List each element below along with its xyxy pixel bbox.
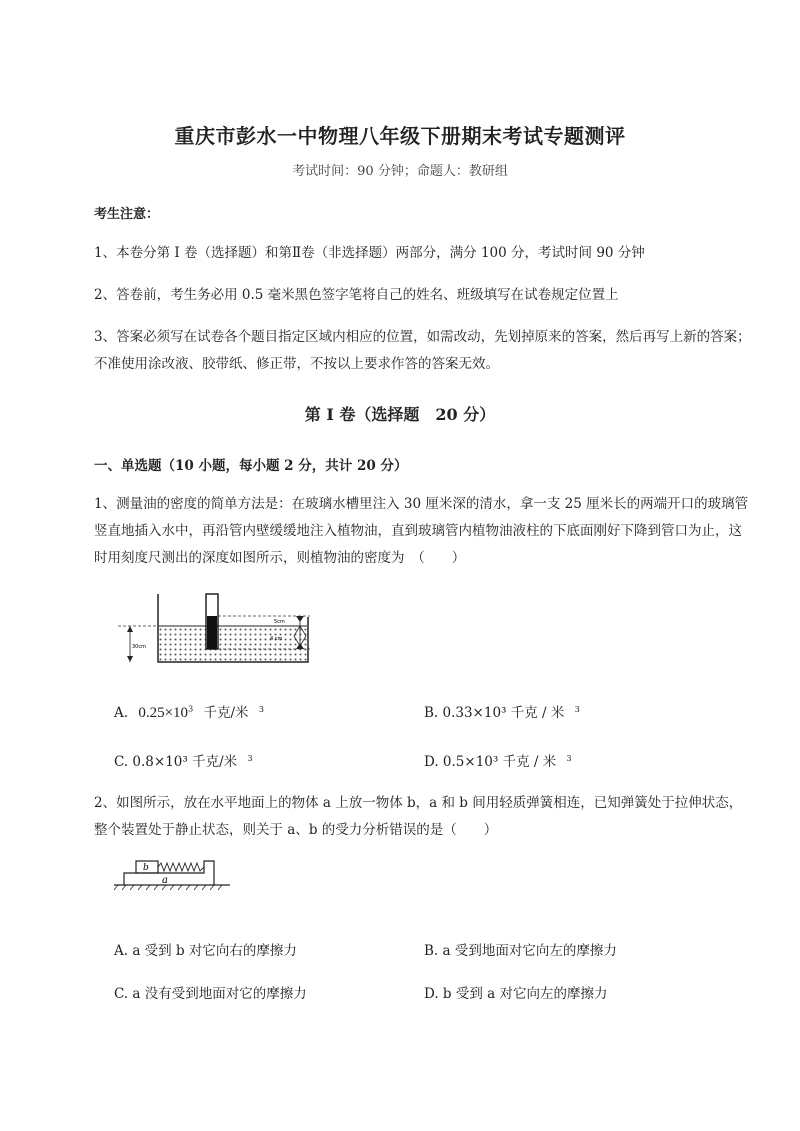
q2-option-a[interactable]: A. a 受到 b 对它向右的摩擦力 <box>114 943 297 959</box>
q1-option-b[interactable] <box>424 701 580 721</box>
question-1-stem: 1、测量油的密度的简单方法是：在玻璃水槽里注入 30 厘米深的清水，拿一支 25 厘米长的两端开口的玻璃管竖直地插入水中，再沿管内壁缓缓地注入植物油，直到玻璃管内植物油液柱的下底面刚好下降到管口为止，这时用刻度尺测出的深度如图所示，则植物油的密度为 （ ） <box>94 496 749 566</box>
page-title: 重庆市彭水一中物理八年级下册期末考试专题测评 <box>174 124 626 148</box>
option-a-unit-exponent: 3 <box>258 704 264 714</box>
option-b-exponent: 3 <box>574 704 580 714</box>
q2-option-b[interactable]: B. a 受到地面对它向左的摩擦力 <box>424 943 617 959</box>
notice-item-1: 1、本卷分第 I 卷（选择题）和第Ⅱ卷（非选择题）两部分，满分 100 分，考试时间 90 分钟 <box>94 245 645 261</box>
option-d-exponent: 3 <box>566 753 572 763</box>
option-d-text: D. 0.5×10³ 千克 / 米 <box>424 754 557 770</box>
section-subheading: 一、单选题（10 小题，每小题 2 分，共计 20 分） <box>94 458 408 474</box>
option-letter: A. <box>114 705 129 721</box>
option-b-text: B. 0.33×10³ 千克 / 米 <box>424 705 565 721</box>
option-a-value: 0.25×10 <box>138 705 189 721</box>
question-2-figure <box>112 853 232 895</box>
notice-item-3: 3、答案必须写在试卷各个题目指定区域内相应的位置，如需改动，先划掉原来的答案，然后再写上新的答案；不准使用涂改液、胶带纸、修正带，不按以上要求作答的答案无效。 <box>94 329 751 372</box>
figure-1-left-label: 30cm <box>132 644 146 650</box>
option-c-text: C. 0.8×10³ 千克/米 <box>114 754 238 770</box>
section-title: 第 I 卷（选择题 20 分） <box>304 405 496 424</box>
q1-option-a[interactable] <box>114 701 264 722</box>
notice-item-2: 2、答卷前，考生务必用 0.5 毫米黑色签字笔将自己的姓名、班级填写在试卷规定位置上 <box>94 287 619 303</box>
q2-option-d[interactable]: D. b 受到 a 对它向左的摩擦力 <box>424 986 608 1002</box>
figure-1-right-top-label: 5cm <box>274 619 285 625</box>
question-2-stem: 2、如图所示，放在水平地面上的物体 a 上放一物体 b，a 和 b 间用轻质弹簧相连，已知弹簧处于拉伸状态，整个装置处于静止状态，则关于 a、b 的受力分析错误的是（ ） <box>94 795 743 838</box>
figure-2-label-b: b <box>143 863 149 873</box>
option-a-exponent: 3 <box>188 704 194 714</box>
figure-2-label-a: a <box>162 875 168 886</box>
q1-option-c[interactable] <box>114 750 253 770</box>
option-a-unit: 千克/米 <box>203 705 249 721</box>
figure-1-right-mid-label: 4 cm <box>270 636 283 642</box>
notice-label: 考生注意： <box>94 207 160 222</box>
exam-info: 考试时间：90 分钟；命题人：教研组 <box>292 164 508 179</box>
question-1-figure <box>118 592 318 672</box>
q2-option-c[interactable]: C. a 没有受到地面对它的摩擦力 <box>114 986 307 1002</box>
q1-option-d[interactable] <box>424 750 572 770</box>
option-c-exponent: 3 <box>247 753 253 763</box>
